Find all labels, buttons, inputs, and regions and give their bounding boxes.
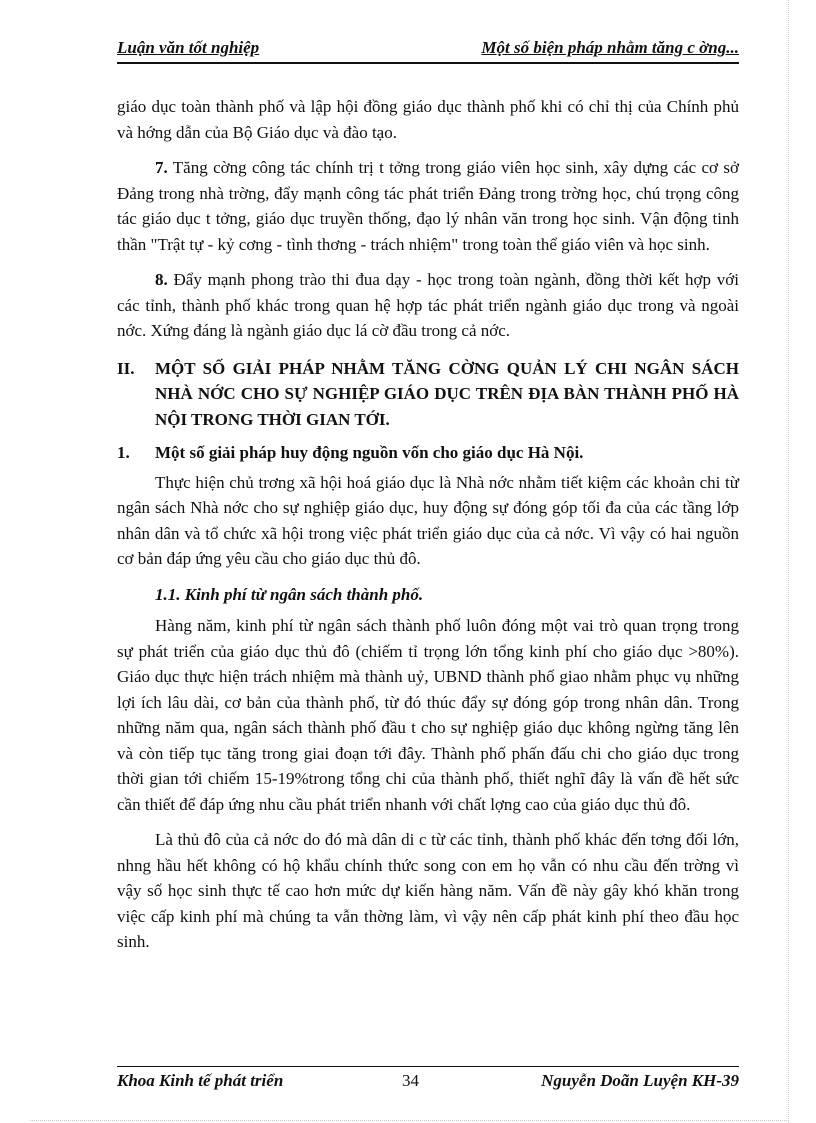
- page-number: 34: [402, 1071, 419, 1090]
- paragraph-text: giáo dục toàn thành phố và lập hội đồng giáo dục thành phố khi có chỉ thị của Chính phủ và hớng dẫn của Bộ Giáo dục và đào tạo.: [117, 97, 739, 142]
- document-page: [117, 0, 739, 1123]
- subsection-number: 1.: [117, 443, 130, 462]
- paragraph-text: Tăng cờng công tác chính trị t tởng trong giáo viên học sinh, xây dựng các cơ sở Đảng trong nhà trờng, đẩy mạnh công tác phát triển Đảng trong trờng học, chú trọng công tác giáo dục t tởng, giáo dục truyền thống, đạo lý nhân văn trong học sinh. Vận động tinh thần "Trật tự - kỷ cơng - tình thơng - trách nhiệm" trong toàn thể giáo viên và học sinh.: [117, 158, 739, 254]
- running-footer: [117, 1066, 739, 1093]
- item-number: 7.: [155, 158, 168, 177]
- footer-right-text: Nguyễn Doãn Luyện KH-39: [541, 1071, 739, 1090]
- subsection-1-paragraph: [117, 470, 739, 572]
- item-number: 8.: [155, 270, 168, 289]
- subsection-heading-1-1: 1.1. Kinh phí từ ngân sách thành phố.: [155, 584, 424, 604]
- paragraph-item-7: [117, 155, 739, 257]
- paragraph-text: Là thủ đô của cả nớc do đó mà dân di c từ các tỉnh, thành phố khác đến tơng đối lớn, nhng hầu hết không có hộ khẩu chính thức song con em họ vẫn có nhu cầu đến trờng vì vậy số học sinh thực tế cao hơn mức dự kiến hàng năm. Vấn đề này gây khó khăn trong việc cấp kinh phí mà chúng ta vẫn thờng làm, vì vậy nên cấp phát kinh phí theo đầu học sinh.: [117, 830, 739, 951]
- section-number: II.: [117, 358, 135, 378]
- section-heading-ii: [117, 356, 739, 433]
- document-body: [117, 94, 739, 965]
- paragraph-item-8: [117, 267, 739, 344]
- header-right-text: Một số biện pháp nhằm tăng c ờng...: [481, 38, 739, 57]
- subsection-title: Một số giải pháp huy động nguồn vốn cho giáo dục Hà Nội.: [155, 443, 584, 462]
- paragraph-continuation: [117, 94, 739, 145]
- page-margin-line: [788, 0, 789, 1123]
- running-header: [117, 38, 739, 64]
- subsection-1-1-paragraph-2: [117, 827, 739, 955]
- paragraph-text: Đẩy mạnh phong trào thi đua dạy - học trong toàn ngành, đồng thời kết hợp với các tỉnh, thành phố khác trong quan hệ hợp tác phát triển ngành giáo dục trong và ngoài nớc. Xứng đáng là ngành giáo dục lá cờ đầu trong cả nớc.: [117, 270, 739, 340]
- paragraph-text: Thực hiện chủ trơng xã hội hoá giáo dục là Nhà nớc nhằm tiết kiệm các khoản chi từ ngân sách Nhà nớc cho sự nghiệp giáo dục, huy động sự đóng góp tối đa của các tầng lớp nhân dân và tổ chức xã hội trong việc phát triển giáo dục của cả nớc. Vì vậy có hai nguồn cơ bản đáp ứng yêu cầu cho giáo dục thủ đô.: [117, 472, 739, 568]
- subsection-heading-1: [117, 440, 739, 466]
- footer-left-text: Khoa Kinh tế phát triển: [117, 1071, 284, 1090]
- paragraph-text: Hàng năm, kinh phí từ ngân sách thành phố luôn đóng một vai trò quan trọng trong sự phát triển của giáo dục thủ đô (chiếm tỉ trọng lớn tổng kinh phí cho giáo dục >80%). Giáo dục thực hiện trách nhiệm mà thành uỷ, UBND thành phố giao nhằm phục vụ những lợi ích lâu dài, cơ bản của thành phố, từ đó thúc đẩy sự đóng góp trong nhân dân. Trong những năm qua, ngân sách thành phố đầu t cho sự nghiệp giáo dục không ngừng tăng lên và còn tiếp tục tăng trong giai đoạn tới đây. Thành phố phấn đấu chi cho giáo dục trong thời gian tới chiếm 15-19%trong tổng chi của thành phố, thiết nghĩ đây là vấn đề hết sức cần thiết để đáp ứng nhu cầu phát triển nhanh với chất lợng cao của giáo dục thủ đô.: [117, 616, 739, 814]
- header-left-text: Luận văn tốt nghiệp: [117, 38, 260, 57]
- section-title: MỘT SỐ GIẢI PHÁP NHẰM TĂNG CỜNG QUẢN LÝ CHI NGÂN SÁCH NHÀ NỚC CHO SỰ NGHIỆP GIÁO DỤC TRÊN ĐỊA BÀN THÀNH PHỐ HÀ NỘI TRONG THỜI GIAN TỚI.: [155, 358, 739, 429]
- subsection-1-1-paragraph-1: [117, 613, 739, 817]
